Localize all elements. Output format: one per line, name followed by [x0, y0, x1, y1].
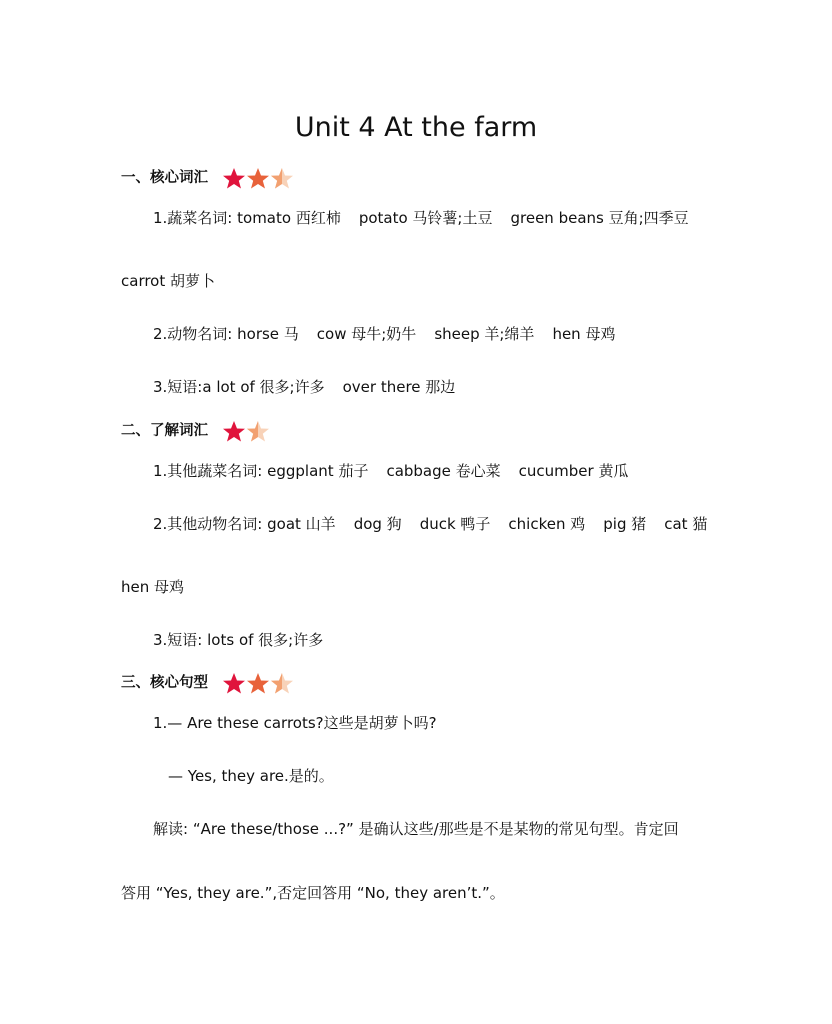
star-half-icon	[246, 420, 270, 442]
section-heading-label: 二、了解词汇	[121, 423, 208, 439]
vocab-item: cow 母牛;奶牛	[316, 325, 417, 343]
vocab-line-phrases	[153, 376, 455, 398]
star-half-icon	[270, 167, 294, 189]
three-stars-icon	[222, 672, 294, 694]
sentence-answer: — Yes, they are.是的。	[168, 767, 334, 785]
vocab-line-vegetables	[153, 207, 689, 229]
page-title: Unit 4 At the farm	[294, 112, 538, 143]
vocab-line-phrases-2: 3.短语: lots of 很多;许多	[153, 631, 324, 649]
star-mid-icon	[246, 167, 270, 189]
section-heading-label: 三、核心句型	[121, 675, 208, 691]
vocab-item: hen 母鸡	[552, 325, 616, 343]
vocab-line-animals	[153, 323, 615, 345]
star-half-icon	[270, 672, 294, 694]
vocab-item: sheep 羊;绵羊	[434, 325, 535, 343]
vocab-line-other-animals	[153, 513, 707, 535]
vocab-item: 3.短语:a lot of 很多;许多	[153, 378, 325, 396]
star-full-icon	[222, 672, 246, 694]
sentence-explanation-line2: 答用 “Yes, they are.”,否定回答用 “No, they aren’t.”。	[121, 884, 505, 902]
three-stars-icon	[222, 167, 294, 189]
two-stars-icon	[222, 420, 270, 442]
vocab-line-hen: hen 母鸡	[121, 578, 185, 596]
vocab-item: 2.其他动物名词: goat 山羊	[153, 515, 336, 533]
section-heading-know-vocab	[121, 418, 270, 444]
vocab-item: over there 那边	[342, 378, 456, 396]
vocab-item: cucumber 黄瓜	[518, 462, 629, 480]
vocab-item: dog 狗	[353, 515, 402, 533]
section-heading-core-sentences	[121, 670, 294, 696]
vocab-item: duck 鸭子	[419, 515, 491, 533]
vocab-line-other-vegetables	[153, 460, 628, 482]
vocab-item: cabbage 卷心菜	[386, 462, 501, 480]
vocab-line-carrot: carrot 胡萝卜	[121, 272, 216, 290]
section-heading-label: 一、核心词汇	[121, 170, 208, 186]
section-heading-core-vocab	[121, 165, 294, 191]
vocab-item: pig 猪	[603, 515, 647, 533]
vocab-item: 1.其他蔬菜名词: eggplant 茄子	[153, 462, 369, 480]
vocab-item: chicken 鸡	[508, 515, 586, 533]
vocab-item: cat 猫	[664, 515, 708, 533]
star-mid-icon	[246, 672, 270, 694]
vocab-item: 2.动物名词: horse 马	[153, 325, 299, 343]
vocab-item: green beans 豆角;四季豆	[510, 209, 689, 227]
star-full-icon	[222, 420, 246, 442]
sentence-explanation-line1: 解读: “Are these/those ...?” 是确认这些/那些是不是某物的常见句型。肯定回	[153, 820, 679, 838]
vocab-item: potato 马铃薯;土豆	[358, 209, 493, 227]
vocab-item: 1.蔬菜名词: tomato 西红柿	[153, 209, 341, 227]
sentence-question: 1.— Are these carrots?这些是胡萝卜吗?	[153, 714, 437, 732]
star-full-icon	[222, 167, 246, 189]
